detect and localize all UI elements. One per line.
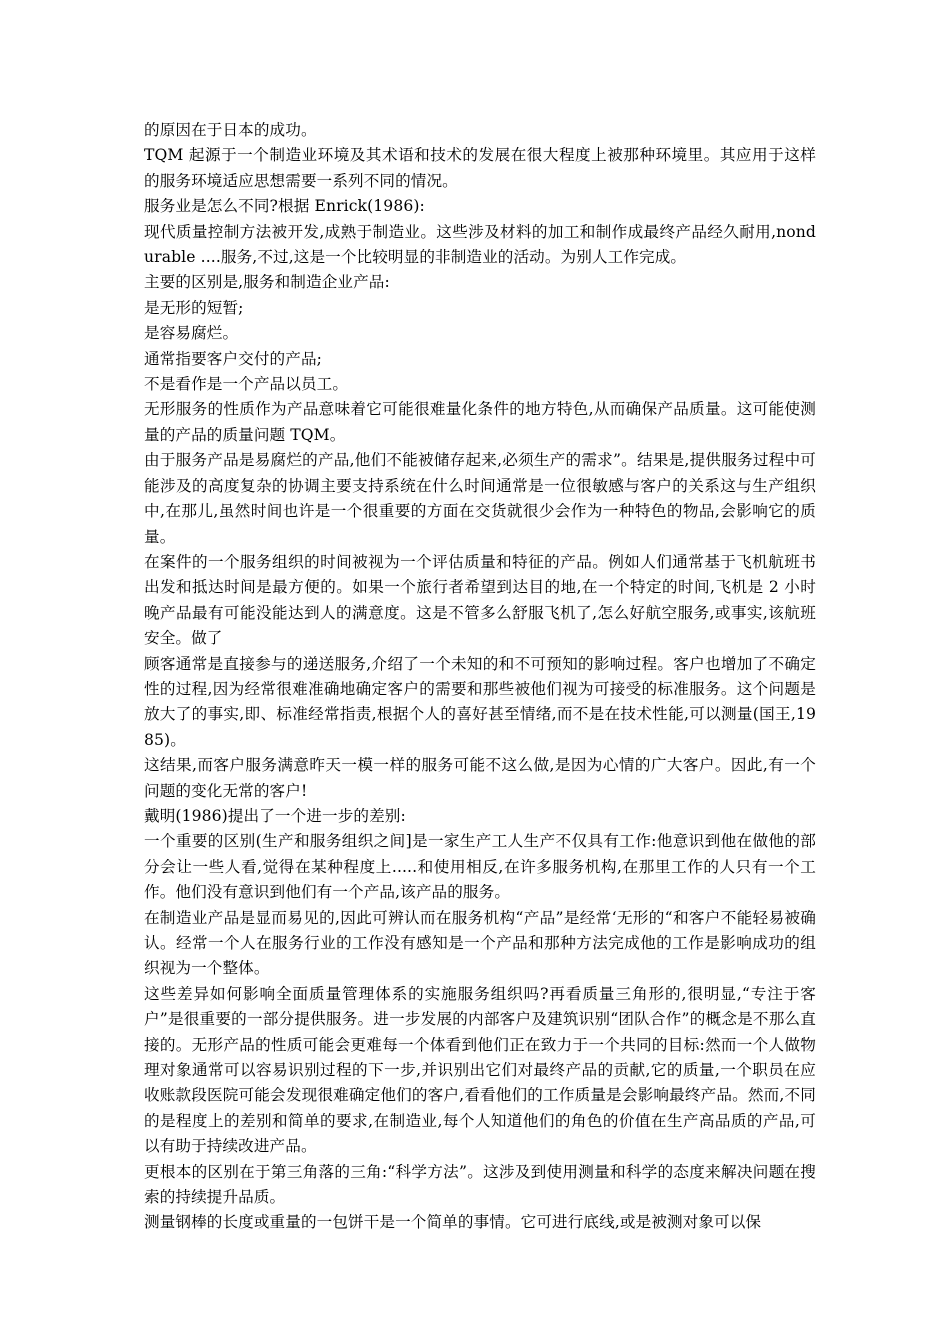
paragraph: 现代质量控制方法被开发,成熟于制造业。这些涉及材料的加工和制作成最终产品经久耐用,nondurable ....服务,不过,这是一个比较明显的非制造业的活动。为别人工作完成。 <box>144 222 816 267</box>
paragraph: 在制造业产品是显而易见的,因此可辨认而在服务机构“产品”是经常‘无形的“和客户不能轻易被确认。经常一个人在服务行业的工作没有感知是一个产品和那种方法完成他的工作是影响成功的组织视为一个整体。 <box>144 908 816 978</box>
quote-paragraph: 一个重要的区别(生产和服务组织之间]是一家生产工人生产不仅具有工作:他意识到他在做他的部分会让一些人看,觉得在某种程度上.....和使用相反,在许多服务机构,在那里工作的人只有一个工作。他们没有意识到他们有一个产品,该产品的服务。 <box>144 832 816 902</box>
paragraph: 在案件的一个服务组织的时间被视为一个评估质量和特征的产品。例如人们通常基于飞机航班书出发和抵达时间是最方便的。如果一个旅行者希望到达目的地,在一个特定的时间,飞机是 2 小时晚产品最有可能没能达到人的满意度。这是不管多么舒服飞机了,怎么好航空服务,或事实,该航班安全。做了 <box>144 552 816 648</box>
list-item: 是无形的短暂; <box>144 298 244 317</box>
paragraph: 顾客通常是直接参与的递送服务,介绍了一个未知的和不可预知的影响过程。客户也增加了不确定性的过程,因为经常很难准确地确定客户的需要和那些被他们视为可接受的标准服务。这个问题是放大了的事实,即、标准经常指责,根据个人的喜好甚至情绪,而不是在技术性能,可以测量(国王,1985)。 <box>144 654 816 749</box>
list-item: 是容易腐烂。 <box>144 324 239 343</box>
paragraph: TQM 起源于一个制造业环境及其术语和技术的发展在很大程度上被那种环境里。其应用于这样的服务环境适应思想需要一系列不同的情况。 <box>144 146 816 190</box>
list-item: 不是看作是一个产品以员工。 <box>144 375 349 394</box>
paragraph: 服务业是怎么不同?根据 Enrick(1986): <box>144 197 425 216</box>
paragraph: 的原因在于日本的成功。 <box>144 121 317 139</box>
paragraph: 这结果,而客户服务满意昨天一模一样的服务可能不这么做,是因为心情的广大客户。因此,有一个问题的变化无常的客户! <box>144 756 816 800</box>
document-body <box>144 118 816 1236</box>
paragraph: 由于服务产品是易腐烂的产品,他们不能被储存起来,必须生产的需求”。结果是,提供服务过程中可能涉及的高度复杂的协调主要支持系统在什么时间通常是一位很敏感与客户的关系这与生产组织中,在那儿,虽然时间也许是一个很重要的方面在交货就很少会作为一种特色的物品,会影响它的质量。 <box>144 451 816 546</box>
paragraph: 无形服务的性质作为产品意味着它可能很难量化条件的地方特色,从而确保产品质量。这可能使测量的产品的质量问题 TQM。 <box>144 400 816 444</box>
paragraph: 这些差异如何影响全面质量管理体系的实施服务组织吗?再看质量三角形的,很明显,“专注于客户”是很重要的一部分提供服务。进一步发展的内部客户及建筑识别“团队合作”的概念是不那么直接的。无形产品的性质可能会更难每一个体看到他们正在致力于一个共同的目标:然而一个人做物理对象通常可以容易识别过程的下一步,并识别出它们对最终产品的贡献,它的质量,一个职员在应收账款段医院可能会发现很难确定他们的客户,看看他们的工作质量是会影响最终产品。然而,不同的是程度上的差别和简单的要求,在制造业,每个人知道他们的角色的价值在生产高品质的产品,可以有助于持续改进产品。 <box>144 984 816 1156</box>
paragraph: 更根本的区别在于第三角落的三角:“科学方法”。这涉及到使用测量和科学的态度来解决问题在搜索的持续提升品质。 <box>144 1162 816 1207</box>
paragraph: 主要的区别是,服务和制造企业产品: <box>144 273 390 292</box>
paragraph: 戴明(1986)提出了一个进一步的差别: <box>144 806 406 825</box>
list-item: 通常指要客户交付的产品; <box>144 349 322 368</box>
paragraph: 测量钢棒的长度或重量的一包饼干是一个简单的事情。它可进行底线,或是被测对象可以保 <box>144 1213 762 1232</box>
